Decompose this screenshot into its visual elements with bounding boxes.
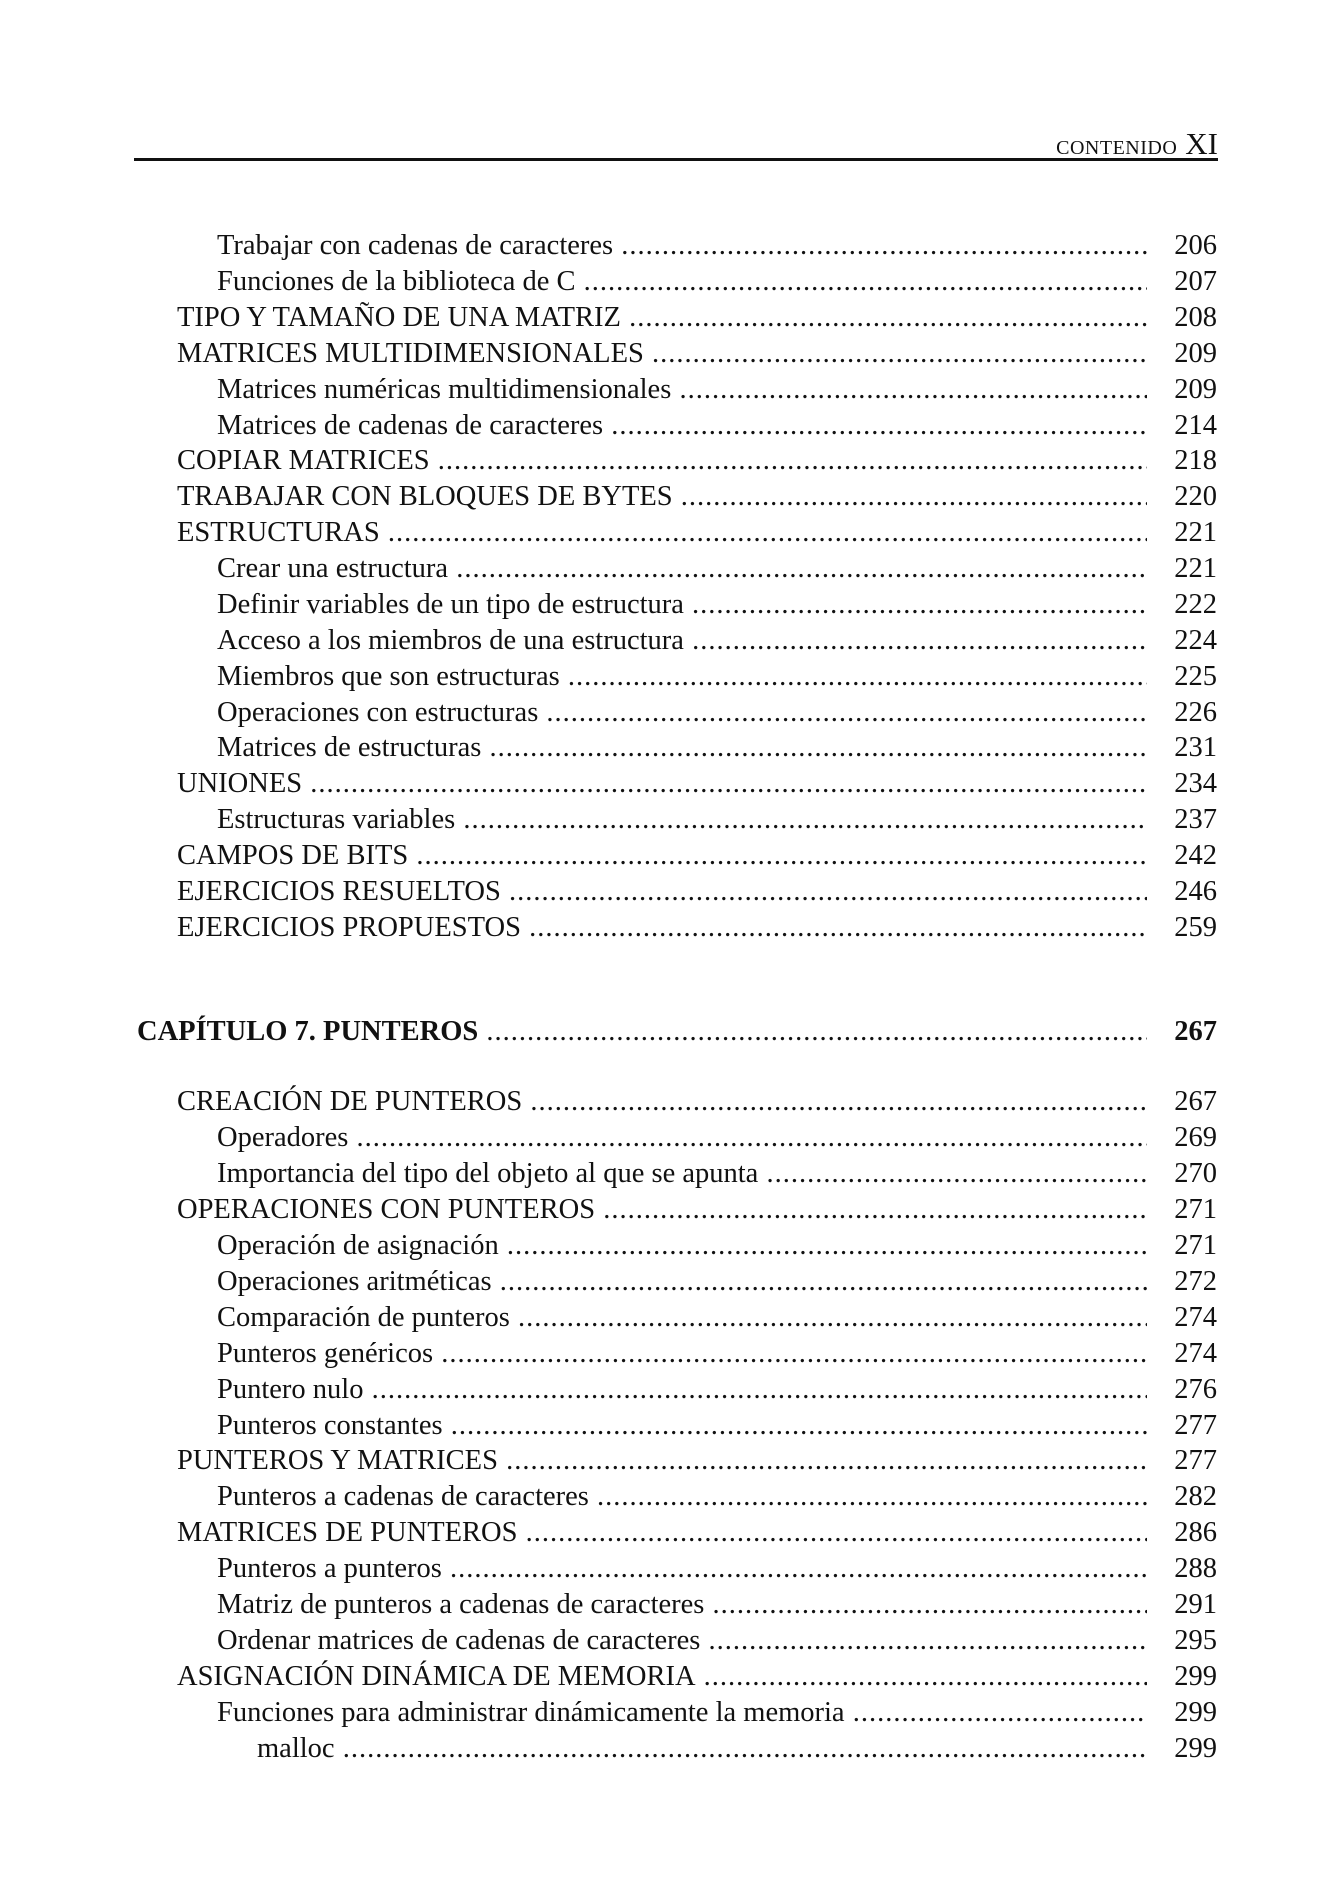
toc-entry: [0, 1300, 1217, 1336]
toc-entry-title: Operaciones con estructuras .....: [217, 695, 1147, 731]
toc-entry-title: MATRICES MULTIDIMENSIONALES .....: [177, 336, 1147, 372]
toc-entry-page: 277: [1174, 1410, 1217, 1441]
toc-entry: [0, 838, 1217, 874]
toc-entry-title: PUNTEROS Y MATRICES .....: [177, 1443, 1147, 1479]
toc-entry-title: CAPÍTULO 7. PUNTEROS .....: [137, 1014, 1147, 1050]
toc-entry: [0, 695, 1217, 731]
toc-entry-title: EJERCICIOS RESUELTOS .....: [177, 874, 1147, 910]
toc-entry: [0, 1479, 1217, 1515]
toc-entry-title: ASIGNACIÓN DINÁMICA DE MEMORIA .....: [177, 1659, 1147, 1695]
toc-entry-title: CREACIÓN DE PUNTEROS .....: [177, 1084, 1147, 1120]
toc-entry: [0, 1372, 1217, 1408]
toc-entry-page: 291: [1174, 1589, 1217, 1620]
toc-entry-title: Ordenar matrices de cadenas de caracteres .....: [217, 1623, 1147, 1659]
toc-entry: [0, 1731, 1217, 1767]
toc-entry-page: 267: [1174, 1086, 1217, 1117]
toc-entry: [0, 408, 1217, 444]
toc-entry-title: COPIAR MATRICES .....: [177, 443, 1147, 479]
toc-entry: [0, 1264, 1217, 1300]
toc-entry: [0, 874, 1217, 910]
toc-entry-page: 259: [1174, 912, 1217, 943]
toc-entry-page: 299: [1174, 1733, 1217, 1764]
toc-entry-page: 225: [1174, 661, 1217, 692]
toc-entry-title: Estructuras variables .....: [217, 802, 1147, 838]
toc-entry-title: Acceso a los miembros de una estructura .....: [217, 623, 1147, 659]
toc-entry-title: Puntero nulo .....: [217, 1372, 1147, 1408]
toc-entry-page: 274: [1174, 1338, 1217, 1369]
toc-entry: [0, 336, 1217, 372]
toc-entry-page: 270: [1174, 1158, 1217, 1189]
toc-entry-page: 299: [1174, 1661, 1217, 1692]
header-page-number: XI: [1185, 126, 1218, 161]
toc-entry-page: 282: [1174, 1481, 1217, 1512]
toc-entry-page: 267: [1174, 1016, 1217, 1047]
toc-entry-page: 274: [1174, 1302, 1217, 1333]
toc-entry-title: Funciones para administrar dinámicamente la memoria .....: [217, 1695, 1147, 1731]
toc-entry-title: Operación de asignación .....: [217, 1228, 1147, 1264]
toc-entry: [0, 766, 1217, 802]
toc-entry-title: ESTRUCTURAS .....: [177, 515, 1147, 551]
toc-entry-page: 246: [1174, 876, 1217, 907]
toc-entry: [0, 1084, 1217, 1120]
toc-entry-page: 207: [1174, 266, 1217, 297]
toc-entry-title: malloc .....: [257, 1731, 1147, 1767]
toc-entry-page: 218: [1174, 445, 1217, 476]
toc-entry-page: 269: [1174, 1122, 1217, 1153]
toc-entry: [0, 1695, 1217, 1731]
toc-entry-title: CAMPOS DE BITS .....: [177, 838, 1147, 874]
toc-entry-page: 295: [1174, 1625, 1217, 1656]
toc-entry-page: 221: [1174, 553, 1217, 584]
running-header: [134, 118, 1218, 161]
toc-entry-title: Crear una estructura .....: [217, 551, 1147, 587]
toc-entry-page: 237: [1174, 804, 1217, 835]
toc-entry-title: TIPO Y TAMAÑO DE UNA MATRIZ .....: [177, 300, 1147, 336]
toc-entry-title: Miembros que son estructuras .....: [217, 659, 1147, 695]
toc-entry: [0, 802, 1217, 838]
toc-entry: [0, 1120, 1217, 1156]
toc-entry: [0, 1587, 1217, 1623]
toc-entry-page: 220: [1174, 481, 1217, 512]
toc-entry-page: 209: [1174, 338, 1217, 369]
toc-entry-page: 242: [1174, 840, 1217, 871]
toc-entry: [0, 1156, 1217, 1192]
toc-entry-title: Punteros genéricos .....: [217, 1336, 1147, 1372]
toc-entry-page: 206: [1174, 230, 1217, 261]
header-section-title: CONTENIDO: [1056, 137, 1178, 159]
toc-entry-title: Matrices de cadenas de caracteres .....: [217, 408, 1147, 444]
toc-entry-title: Matriz de punteros a cadenas de caracteres .....: [217, 1587, 1147, 1623]
toc-entry: [0, 264, 1217, 300]
toc-entry: [0, 730, 1217, 766]
toc-entry-title: Funciones de la biblioteca de C .....: [217, 264, 1147, 300]
toc-entry: [0, 515, 1217, 551]
toc-entry-page: 208: [1174, 302, 1217, 333]
toc-entry: [0, 659, 1217, 695]
toc-entry-title: Matrices numéricas multidimensionales .....: [217, 372, 1147, 408]
toc-entry-page: 276: [1174, 1374, 1217, 1405]
toc-entry-title: EJERCICIOS PROPUESTOS .....: [177, 910, 1147, 946]
toc-entry: [0, 300, 1217, 336]
running-head-text: [1056, 126, 1218, 162]
toc-entry: [0, 1228, 1217, 1264]
toc-entry-page: 224: [1174, 625, 1217, 656]
toc-entry-title: Punteros constantes .....: [217, 1408, 1147, 1444]
toc-entry: [0, 228, 1217, 264]
toc-entry: [0, 587, 1217, 623]
toc-entry: [0, 479, 1217, 515]
toc-entry-page: 286: [1174, 1517, 1217, 1548]
toc-entry: [0, 910, 1217, 946]
toc-entry-page: 277: [1174, 1445, 1217, 1476]
toc-entry: [0, 443, 1217, 479]
toc-entry-title: Importancia del tipo del objeto al que se apunta .....: [217, 1156, 1147, 1192]
toc-entry-page: 222: [1174, 589, 1217, 620]
toc-entry-page: 231: [1174, 732, 1217, 763]
toc-entry: [0, 623, 1217, 659]
toc-entry-page: 221: [1174, 517, 1217, 548]
toc-entry: [0, 1443, 1217, 1479]
toc-entry-title: OPERACIONES CON PUNTEROS .....: [177, 1192, 1147, 1228]
toc-entry: [0, 372, 1217, 408]
toc-entry: [0, 1515, 1217, 1551]
toc-entry-title: Punteros a cadenas de caracteres .....: [217, 1479, 1147, 1515]
toc-entry-title: Matrices de estructuras .....: [217, 730, 1147, 766]
toc-entry-page: 271: [1174, 1230, 1217, 1261]
toc-entry-title: Punteros a punteros .....: [217, 1551, 1147, 1587]
toc-entry-title: MATRICES DE PUNTEROS .....: [177, 1515, 1147, 1551]
toc-entry-title: Operaciones aritméticas .....: [217, 1264, 1147, 1300]
toc-entry: [0, 1551, 1217, 1587]
toc-entry-title: Trabajar con cadenas de caracteres .....: [217, 228, 1147, 264]
toc-entry-page: 288: [1174, 1553, 1217, 1584]
toc-entry-page: 226: [1174, 697, 1217, 728]
toc-entry: [0, 1408, 1217, 1444]
toc-chapter-entry: [0, 1014, 1217, 1050]
toc-entry-title: Definir variables de un tipo de estructura .....: [217, 587, 1147, 623]
toc-entry-title: TRABAJAR CON BLOQUES DE BYTES .....: [177, 479, 1147, 515]
toc-entry: [0, 1623, 1217, 1659]
toc-entry-page: 234: [1174, 768, 1217, 799]
toc-entry: [0, 551, 1217, 587]
toc-entry: [0, 1336, 1217, 1372]
toc-entry-page: 272: [1174, 1266, 1217, 1297]
toc-entry-title: Comparación de punteros .....: [217, 1300, 1147, 1336]
toc-entry-page: 271: [1174, 1194, 1217, 1225]
toc-entry-page: 299: [1174, 1697, 1217, 1728]
toc-entry-title: UNIONES .....: [177, 766, 1147, 802]
toc-entry-page: 214: [1174, 410, 1217, 441]
toc-entry: [0, 1192, 1217, 1228]
toc-entry-title: Operadores .....: [217, 1120, 1147, 1156]
toc-entry: [0, 1659, 1217, 1695]
toc-entry-page: 209: [1174, 374, 1217, 405]
